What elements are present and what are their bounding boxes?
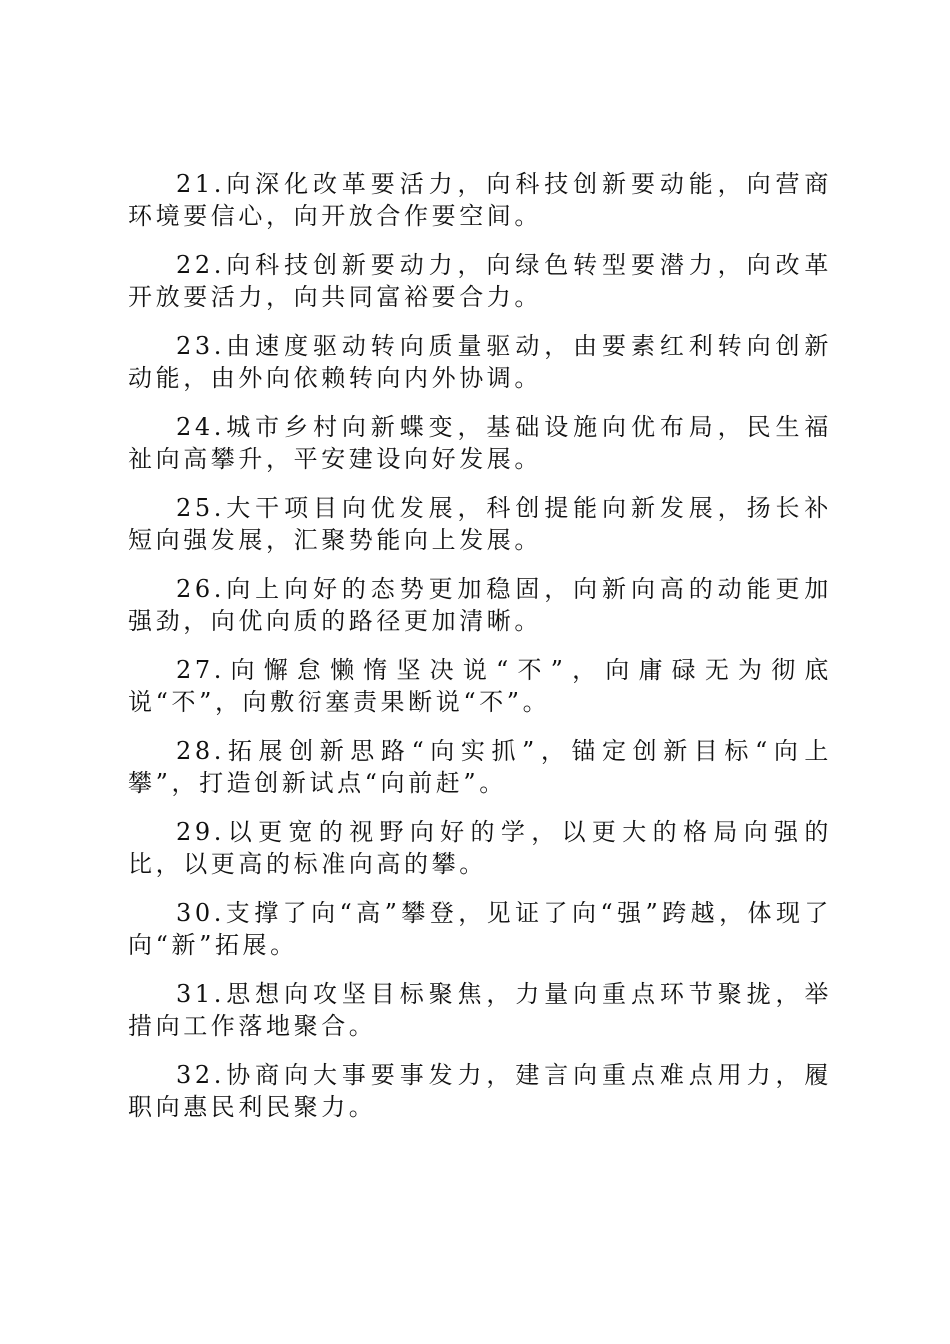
paragraph-29: 29.以更宽的视野向好的学，以更大的格局向强的比，以更高的标准向高的攀。 — [128, 818, 832, 878]
paragraph-24: 24.城市乡村向新蝶变，基础设施向优布局，民生福祉向高攀升，平安建设向好发展。 — [128, 413, 832, 473]
paragraph-31: 31.思想向攻坚目标聚焦，力量向重点环节聚拢，举措向工作落地聚合。 — [128, 980, 832, 1040]
paragraph-23: 23.由速度驱动转向质量驱动，由要素红利转向创新动能，由外向依赖转向内外协调。 — [128, 332, 832, 392]
paragraph-25: 25.大干项目向优发展，科创提能向新发展，扬长补短向强发展，汇聚势能向上发展。 — [128, 494, 832, 554]
paragraph-28: 28.拓展创新思路“向实抓”，锚定创新目标“向上攀”，打造创新试点“向前赶”。 — [128, 737, 832, 797]
paragraph-30: 30.支撑了向“高”攀登，见证了向“强”跨越，体现了向“新”拓展。 — [128, 899, 832, 959]
paragraph-21: 21.向深化改革要活力，向科技创新要动能，向营商环境要信心，向开放合作要空间。 — [128, 170, 832, 230]
paragraph-26: 26.向上向好的态势更加稳固，向新向高的动能更加强劲，向优向质的路径更加清晰。 — [128, 575, 832, 635]
paragraph-27: 27.向懈怠懒惰坚决说“不”，向庸碌无为彻底说“不”，向敷衍塞责果断说“不”。 — [128, 656, 832, 716]
paragraph-32: 32.协商向大事要事发力，建言向重点难点用力，履职向惠民利民聚力。 — [128, 1061, 832, 1121]
document-body — [128, 168, 832, 1140]
paragraph-22: 22.向科技创新要动力，向绿色转型要潜力，向改革开放要活力，向共同富裕要合力。 — [128, 251, 832, 311]
